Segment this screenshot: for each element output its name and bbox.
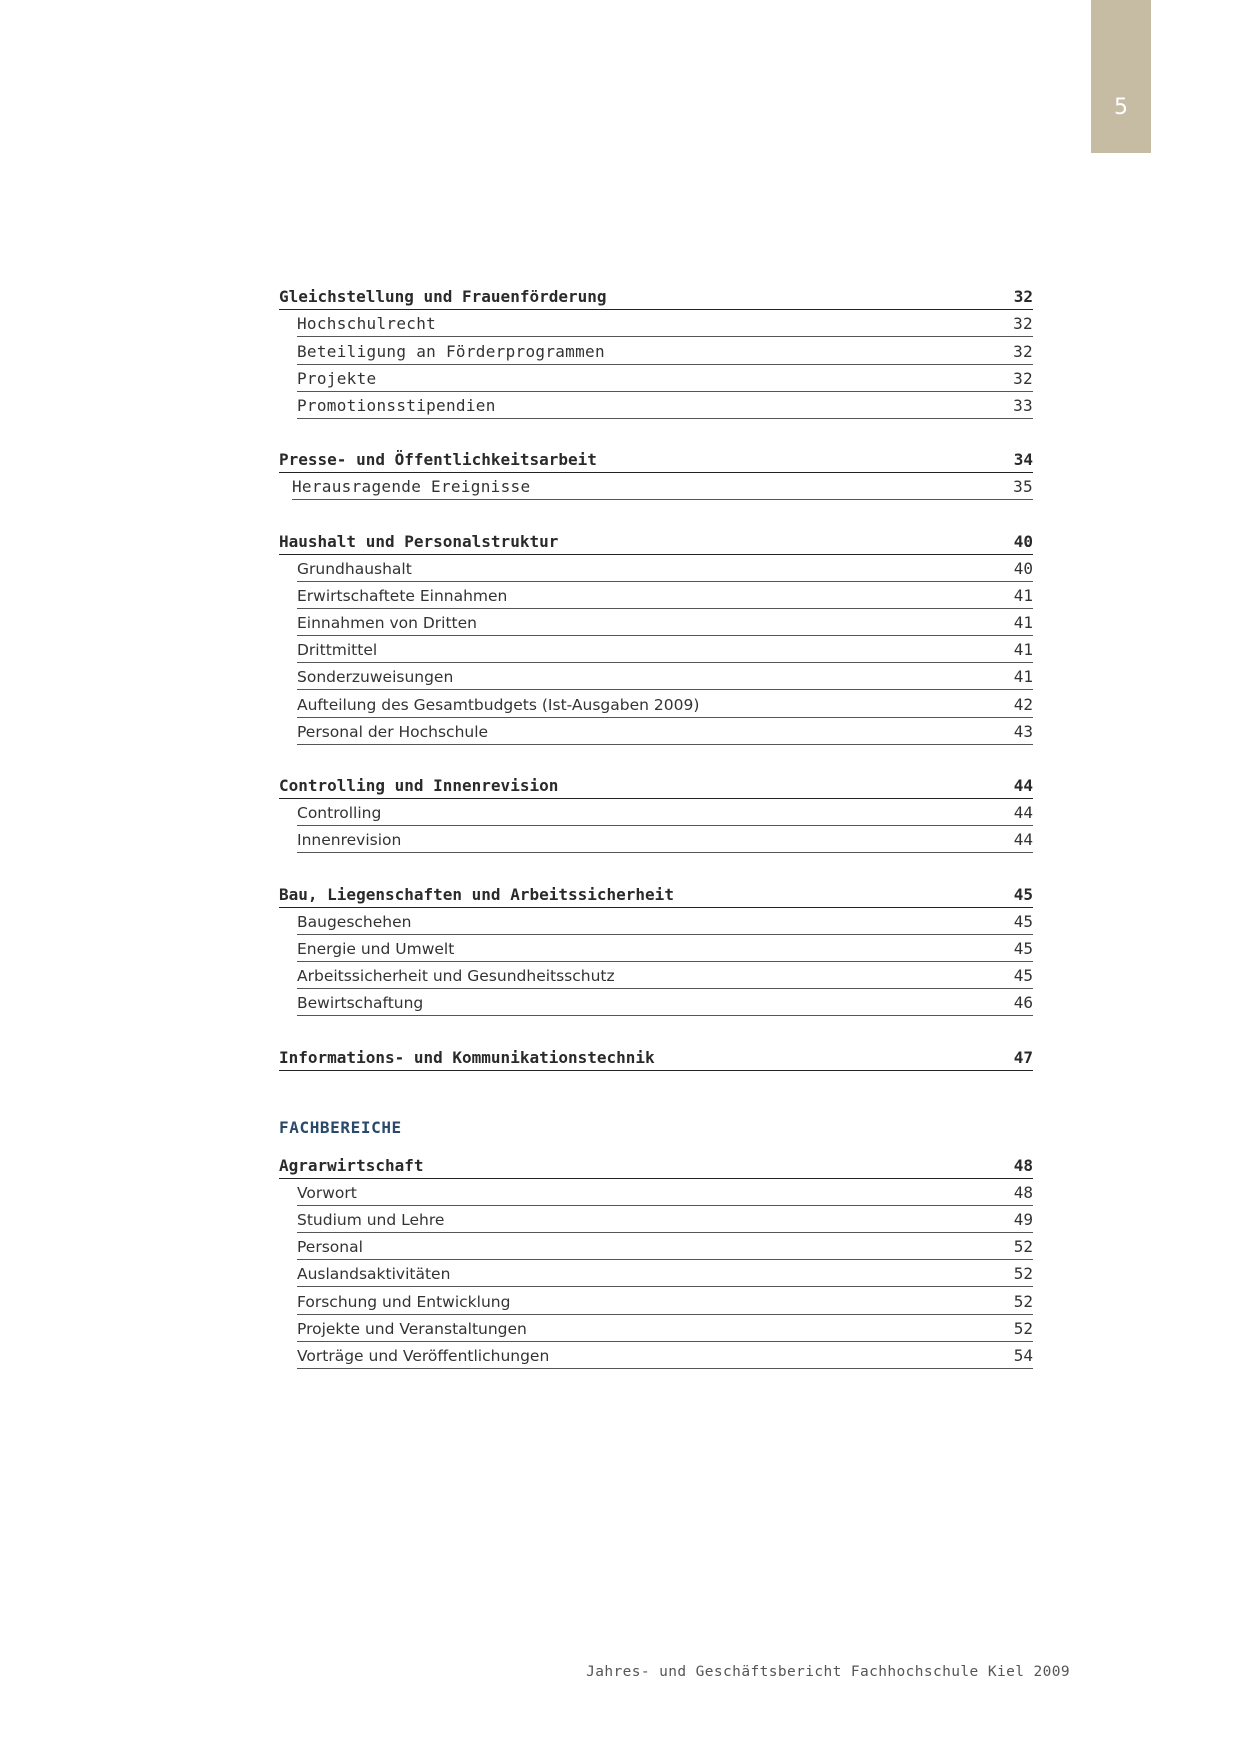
toc-item-page: 52 [1013, 1264, 1033, 1284]
toc-section-title: Haushalt und Personalstruktur [279, 531, 559, 551]
toc-item-page: 54 [1013, 1346, 1033, 1365]
toc-item[interactable] [297, 1315, 1033, 1342]
toc-item-title: Promotionsstipendien [297, 395, 496, 415]
toc-item-title: Projekte und Veranstaltungen [297, 1319, 527, 1338]
toc-item-page: 52 [1013, 1318, 1033, 1338]
toc-item[interactable] [297, 310, 1033, 337]
toc-item-page: 46 [1013, 993, 1033, 1013]
toc-item-title: Controlling [297, 804, 382, 823]
toc-item-page: 32 [1013, 368, 1033, 388]
toc-item-page: 33 [1013, 395, 1033, 415]
toc-item-page: 32 [1013, 314, 1033, 334]
toc-item-page: 48 [1013, 1182, 1033, 1202]
toc-item[interactable] [297, 799, 1033, 826]
toc-item[interactable] [297, 908, 1033, 935]
toc-item-page: 41 [1013, 585, 1033, 605]
fachbereiche-heading: FACHBEREICHE [279, 1117, 402, 1137]
toc-item[interactable] [297, 935, 1033, 962]
toc-section-informationstechnik[interactable] [279, 1043, 1033, 1070]
toc-item-title: Arbeitssicherheit und Gesundheitsschutz [297, 967, 615, 986]
toc-item[interactable] [297, 1287, 1033, 1314]
toc-item[interactable] [297, 1206, 1033, 1233]
toc-item-title: Herausragende Ereignisse [292, 477, 531, 497]
toc-section-page: 40 [1013, 531, 1033, 551]
toc-item[interactable] [297, 582, 1033, 609]
toc-item-page: 45 [1013, 938, 1033, 958]
toc-item-page: 40 [1013, 558, 1033, 578]
toc-section-title: Presse- und Öffentlichkeitsarbeit [279, 450, 597, 470]
toc-item-title: Beteiligung an Förderprogrammen [297, 341, 605, 361]
toc-item[interactable] [297, 636, 1033, 663]
toc-item[interactable] [297, 1260, 1033, 1287]
toc-item[interactable] [297, 663, 1033, 690]
toc-section-title: Controlling und Innenrevision [279, 776, 559, 795]
toc-item-title: Studium und Lehre [297, 1211, 445, 1230]
toc-item-page: 44 [1013, 803, 1033, 823]
toc-item-title: Personal [297, 1238, 363, 1257]
toc-item-page: 52 [1013, 1237, 1033, 1257]
toc-section-page: 34 [1013, 450, 1033, 470]
toc-item[interactable] [297, 826, 1033, 853]
toc-item[interactable] [297, 718, 1033, 745]
toc-section-gleichstellung[interactable] [279, 283, 1033, 310]
toc-section-presse[interactable] [279, 446, 1033, 473]
toc-section-title: Gleichstellung und Frauenförderung [279, 287, 607, 307]
toc-item-page: 41 [1013, 613, 1033, 633]
toc-section-page: 32 [1013, 287, 1033, 307]
toc-item-title: Projekte [297, 368, 377, 388]
toc-item[interactable] [297, 1342, 1033, 1369]
toc-section-controlling[interactable] [279, 772, 1033, 799]
page-number-tab [1091, 0, 1151, 153]
toc-item-page: 45 [1013, 966, 1033, 986]
toc-item-title: Innenrevision [297, 831, 402, 850]
toc-item[interactable] [297, 392, 1033, 419]
toc-section-page: 44 [1013, 776, 1033, 795]
toc-section-page: 48 [1013, 1155, 1033, 1175]
toc-item-page: 45 [1013, 911, 1033, 931]
toc-section-bau[interactable] [279, 880, 1033, 907]
toc-item-title: Drittmittel [297, 641, 378, 660]
table-of-contents [279, 283, 1033, 1369]
toc-item-page: 35 [1013, 477, 1033, 497]
toc-item-title: Hochschulrecht [297, 314, 437, 334]
toc-item-title: Forschung und Entwicklung [297, 1292, 511, 1311]
toc-item-page: 41 [1013, 667, 1033, 687]
toc-item-page: 49 [1013, 1210, 1033, 1230]
toc-item-title: Vorträge und Veröffentlichungen [297, 1347, 550, 1365]
toc-item-title: Energie und Umwelt [297, 939, 455, 958]
toc-item[interactable] [297, 989, 1033, 1016]
toc-section-agrarwirtschaft[interactable] [279, 1152, 1033, 1179]
toc-item[interactable] [297, 555, 1033, 582]
toc-item-title: Baugeschehen [297, 912, 412, 931]
toc-item-page: 42 [1013, 694, 1033, 714]
toc-section-page: 45 [1013, 884, 1033, 904]
toc-section-title: Bau, Liegenschaften und Arbeitssicherheit [279, 884, 674, 904]
toc-item[interactable] [297, 962, 1033, 989]
toc-item-page: 43 [1013, 721, 1033, 741]
toc-section-title: Informations- und Kommunikationstechnik [279, 1047, 655, 1067]
toc-item[interactable] [297, 609, 1033, 636]
toc-item-title: Grundhaushalt [297, 559, 412, 578]
toc-item-page: 41 [1013, 640, 1033, 660]
toc-item-title: Bewirtschaftung [297, 994, 424, 1013]
toc-item-page: 44 [1013, 830, 1033, 850]
toc-section-page: 47 [1013, 1047, 1033, 1067]
toc-item-title: Auslandsaktivitäten [297, 1265, 451, 1284]
toc-item-title: Sonderzuweisungen [297, 668, 454, 687]
toc-item-page: 32 [1013, 341, 1033, 361]
toc-item[interactable] [297, 337, 1033, 364]
toc-item-title: Erwirtschaftete Einnahmen [297, 586, 508, 605]
toc-item-page: 52 [1013, 1291, 1033, 1311]
toc-item-title: Einnahmen von Dritten [297, 614, 477, 633]
toc-item[interactable] [297, 690, 1033, 717]
toc-item-title: Vorwort [297, 1183, 357, 1202]
toc-section-haushalt[interactable] [279, 527, 1033, 554]
toc-item[interactable] [292, 473, 1033, 500]
toc-item[interactable] [297, 1179, 1033, 1206]
toc-item[interactable] [297, 365, 1033, 392]
toc-item-title: Aufteilung des Gesamtbudgets (Ist-Ausgaben 2009) [297, 695, 700, 714]
page-number: 5 [1114, 95, 1128, 120]
toc-item-title: Personal der Hochschule [297, 722, 489, 741]
toc-item[interactable] [297, 1233, 1033, 1260]
page-footer: Jahres- und Geschäftsbericht Fachhochschule Kiel 2009 [586, 1664, 1070, 1680]
toc-section-title: Agrarwirtschaft [279, 1155, 424, 1175]
